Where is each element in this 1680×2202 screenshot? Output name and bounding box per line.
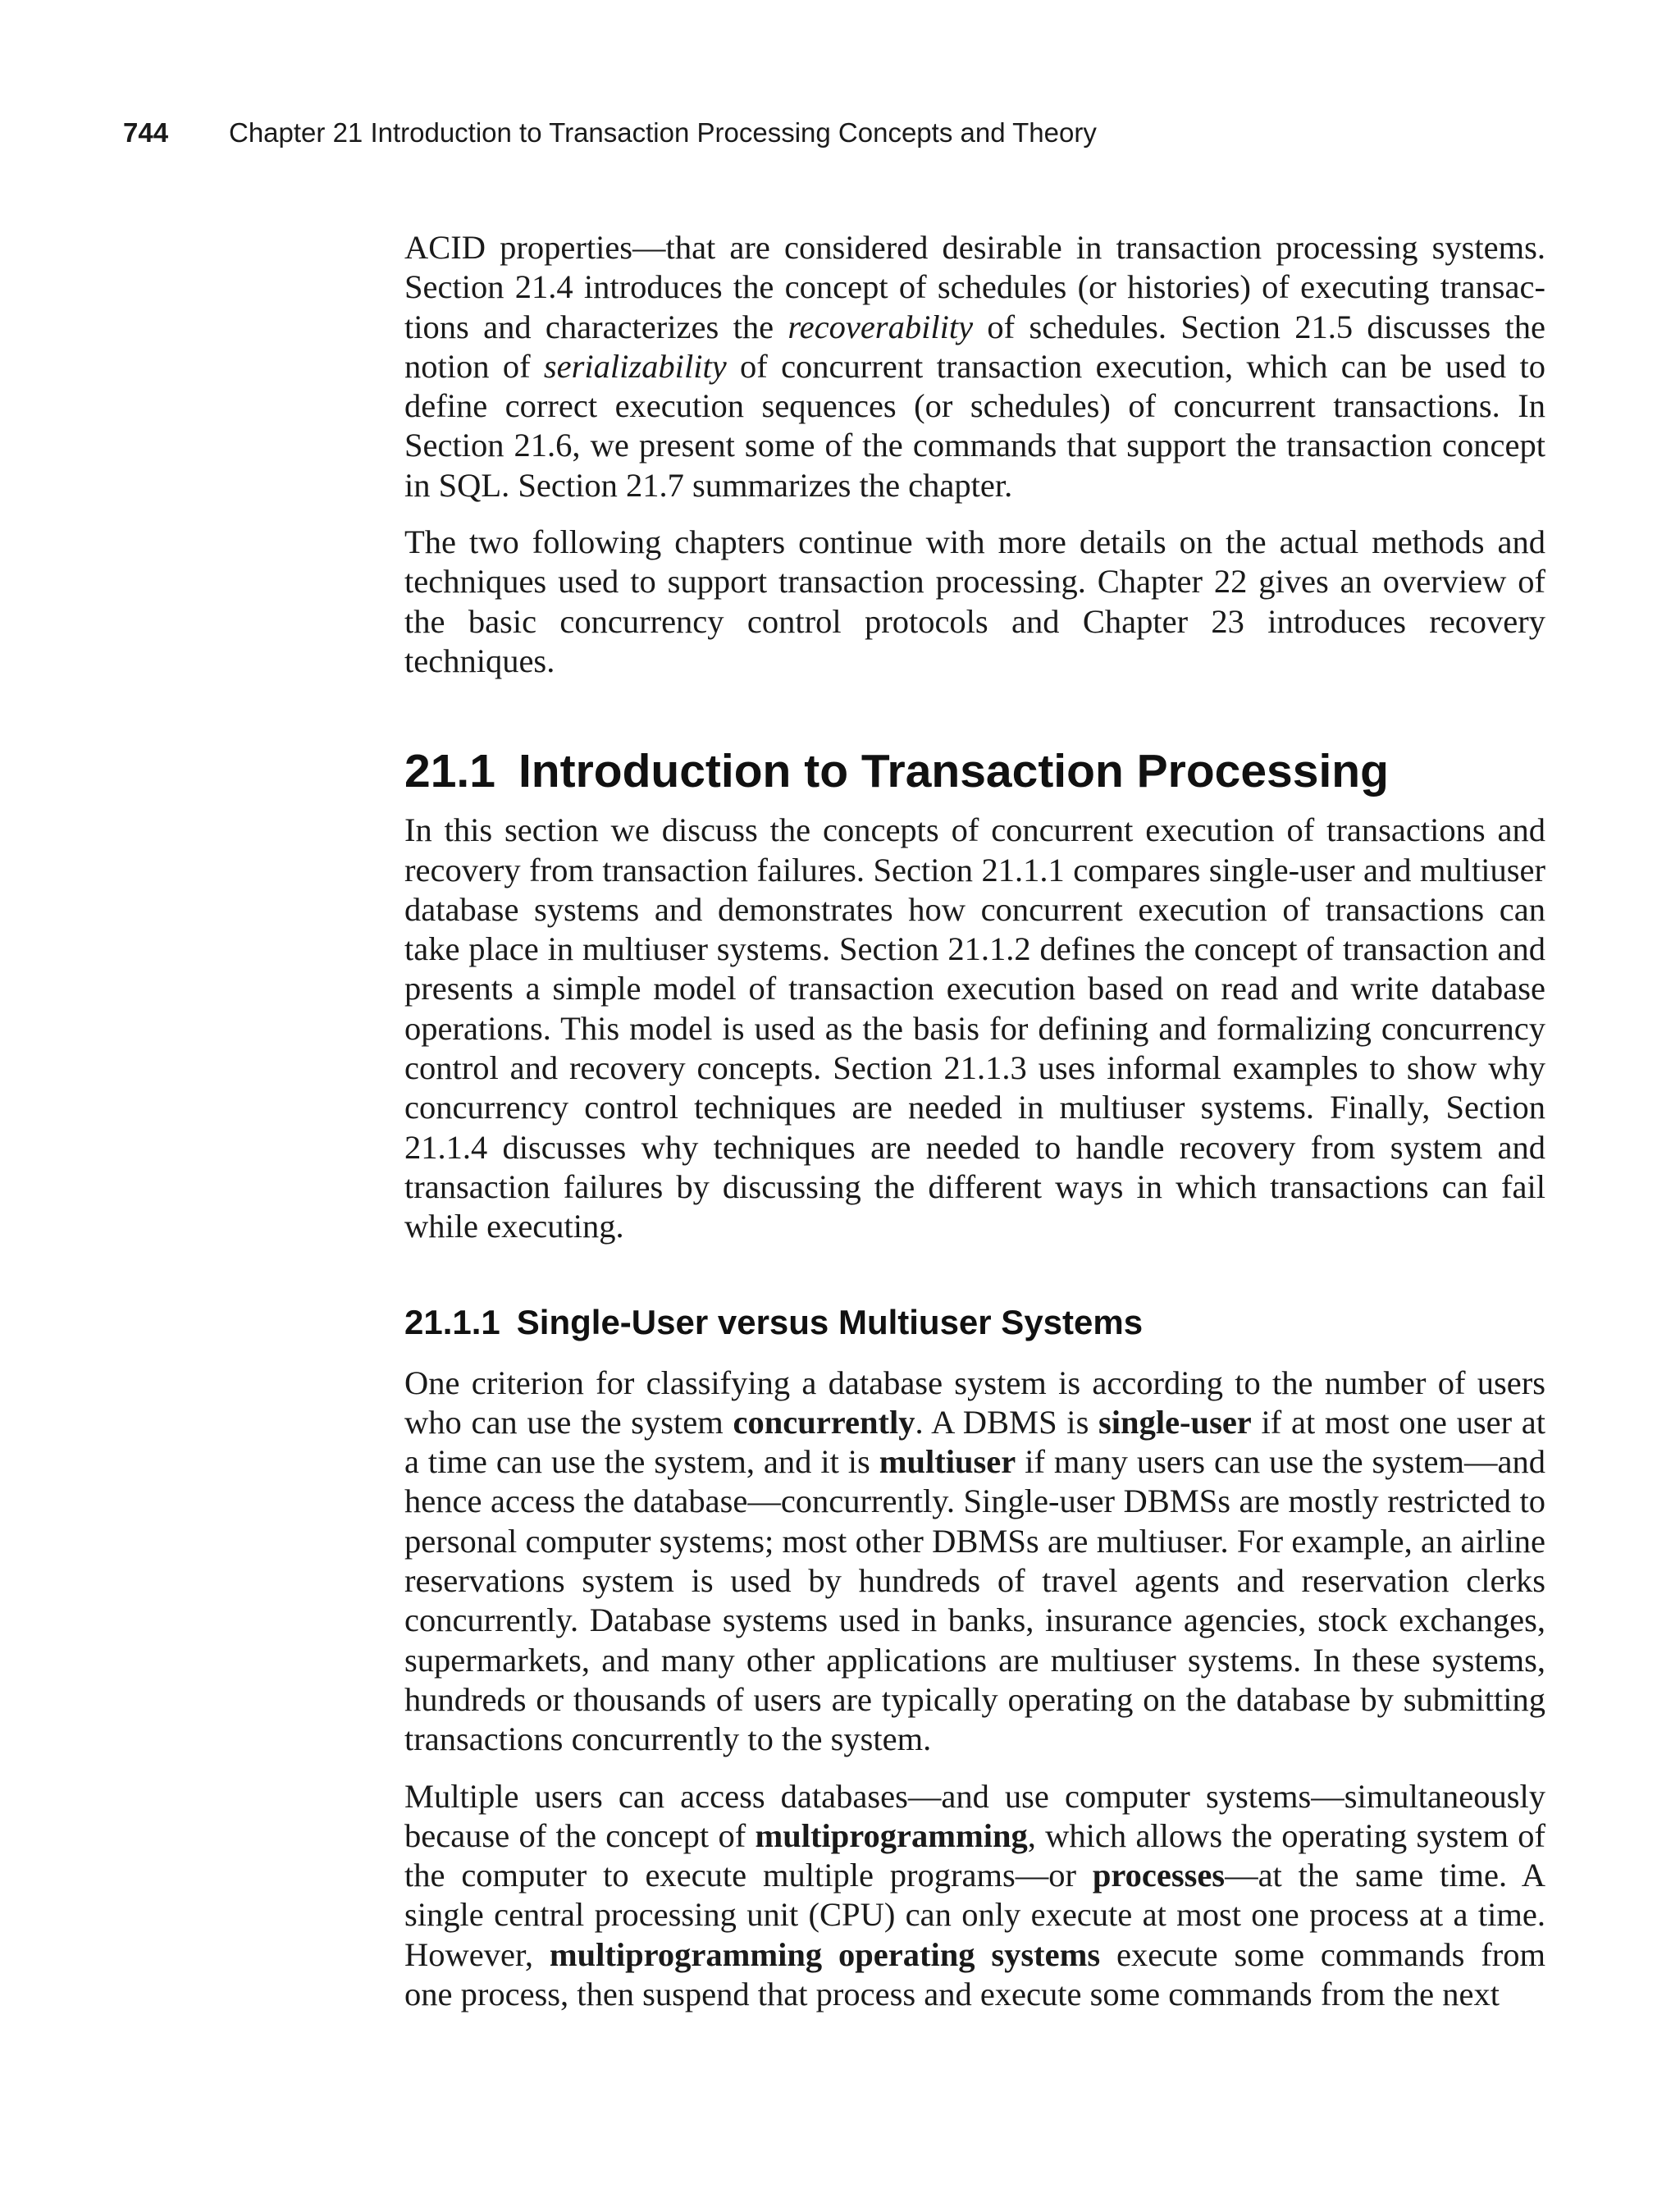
page-number: 744 — [123, 117, 169, 148]
text-run: One criterion for classifying a database system is according to the number of users who can use the system — [404, 1364, 1545, 1441]
paragraph-following-chapters: The two following chapters continue with more details on the actual methods and techniques used to support transaction processing. Chapter 22 gives an overview of the basic concurrency control protocols and Chapter 23 introduces recovery techniques. — [404, 523, 1545, 679]
paragraph-multiprogramming — [404, 1777, 1545, 2015]
term-concurrently: concurrently — [733, 1403, 915, 1441]
term-single-user: single-user — [1098, 1403, 1252, 1441]
text-run: if at most one user at a time can use the system, and it is — [404, 1403, 1545, 1481]
text-run: ACID properties—that are considered desirable in transaction processing systems. Section 21.4 introduces the concept of schedules (or histories) of executing transactions and characterizes the — [404, 229, 1545, 345]
page-content — [404, 228, 1545, 2031]
section-title: Introduction to Transaction Processing — [518, 745, 1389, 798]
section-number: 21.1 — [404, 745, 495, 798]
paragraph-acid-overview — [404, 228, 1545, 505]
text-run: —at the same time. A single central processing unit (CPU) can only execute at most one process at a time. However, — [404, 1857, 1546, 1973]
text-run: . A DBMS is — [915, 1403, 1099, 1441]
text-run: of schedules. Section 21.5 discusses the notion of — [404, 308, 1545, 385]
text-run: , which allows the operating system of the computer to execute multiple programs—or — [404, 1816, 1546, 1894]
text-run: Multiple users can access databases—and use computer systems—simultaneously because of the concept of — [404, 1777, 1545, 1854]
running-title: Chapter 21 Introduction to Transaction Processing Concepts and Theory — [229, 117, 1097, 148]
subsection-number: 21.1.1 — [404, 1302, 500, 1341]
text-run: of concurrent transaction execution, which can be used to define correct execution sequences (or schedules) of concurrent transactions. In Section 21.6, we present some of the commands that support the transaction concept in SQL. Section 21.7 summarizes the chapter. — [404, 347, 1545, 504]
term-processes: processes — [1092, 1857, 1226, 1894]
emphasis-serializability: serializability — [543, 347, 727, 385]
text-run: if many users can use the system—and hence access the database—concurrently. Single-user DBMSs are mostly restricted to personal computer systems; most other DBMSs are multiuser. For example, an airline reservations system is used by hundreds of travel agents and reservation clerks concurrently. Database systems used in banks, insurance agencies, stock exchanges, supermarkets, and many other applications are multiuser systems. In these systems, hundreds or thousands of users are typically operating on the database by submitting transactions concurrently to the system. — [404, 1443, 1545, 1758]
subsection-title: Single-User versus Multiuser Systems — [516, 1302, 1144, 1341]
paragraph-section-intro: In this section we discuss the concepts of concurrent execution of transactions and recovery from transaction failures. Section 21.1.1 compares single-user and multiuser database systems and demonstrates how concurrent execution of transactions can take place in multiuser systems. Section 21.1.2 defines the concept of transaction and presents a simple model of transaction execution based on read and write database operations. This model is used as the basis for defining and formalizing concurrency control and recovery concepts. Section 21.1.3 uses informal examples to show why concurrency control techniques are needed in multiuser systems. Finally, Section 21.1.4 discusses why techniques are needed to handle recovery from system and transaction failures by discussing the different ways in which transactions can fail while executing. — [404, 811, 1545, 1245]
running-header — [123, 116, 1097, 149]
subsection-heading — [404, 1301, 1545, 1344]
text-run: execute some commands from one process, then suspend that process and execute some commands from the next — [404, 1935, 1546, 2012]
term-multiuser: multiuser — [879, 1443, 1016, 1481]
term-multiprogramming: multiprogramming — [755, 1816, 1028, 1854]
section-heading — [404, 743, 1545, 799]
emphasis-recoverability: recoverability — [788, 308, 974, 345]
paragraph-single-vs-multiuser — [404, 1364, 1545, 1760]
term-multiprogramming-operating-systems: multiprogramming operating systems — [549, 1935, 1101, 1973]
